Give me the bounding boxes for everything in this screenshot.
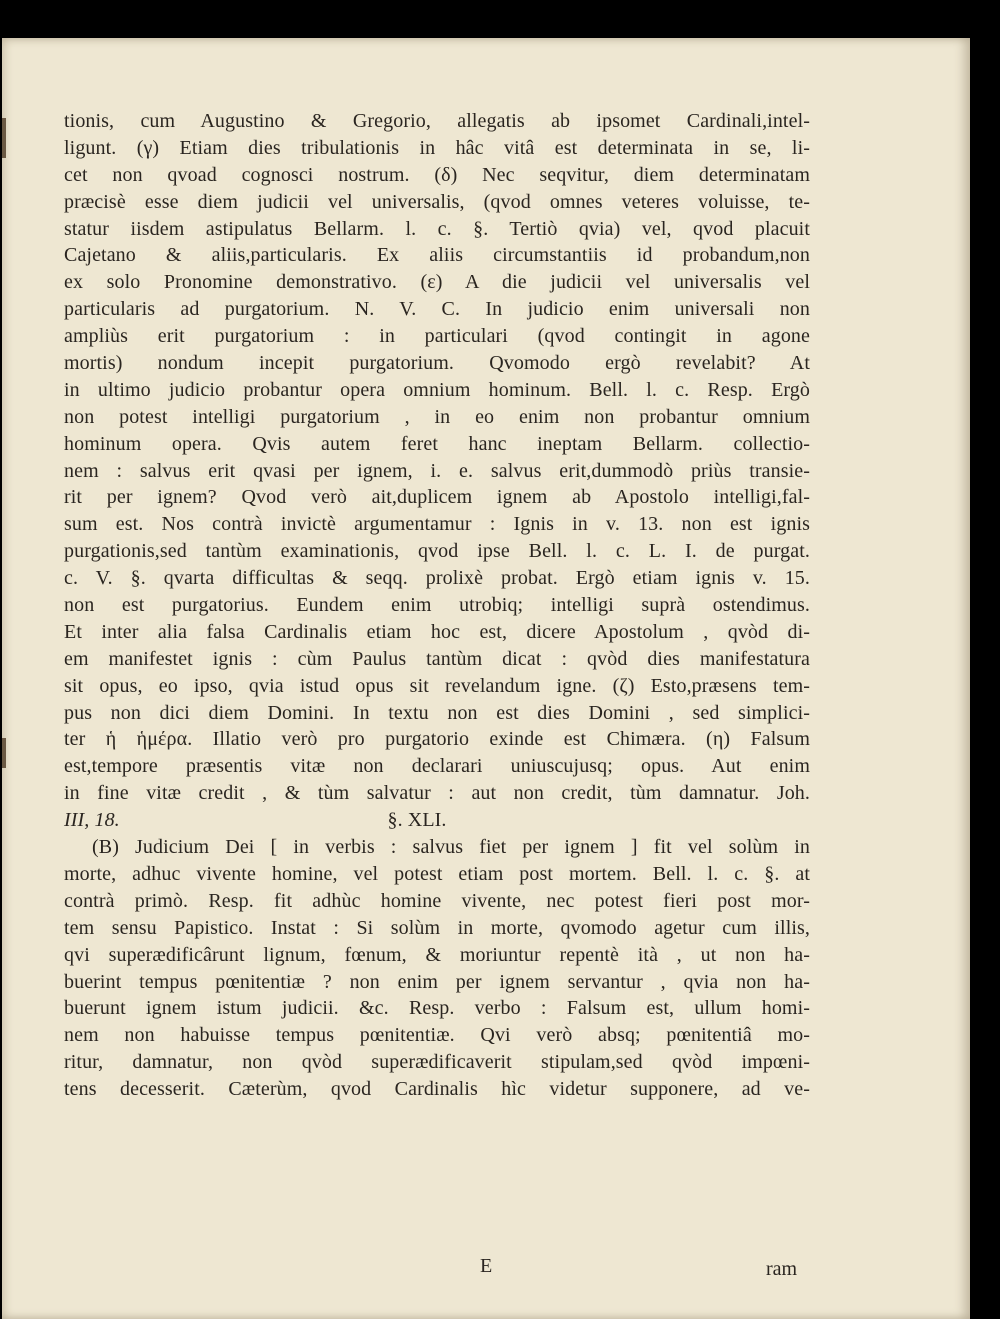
text-line: ligunt. (γ) Etiam dies tribulationis in hâc vitâ est determinata in se, li- xyxy=(64,136,810,159)
text-line: Et inter alia falsa Cardinalis etiam hoc est, dicere Apostolum , qvòd di- xyxy=(64,620,810,643)
text-line: ter ἡ ἡμέρα. Illatio verò pro purgatorio exinde est Chimæra. (η) Falsum xyxy=(64,728,810,751)
text-line: cet non qvoad cognosci nostrum. (δ) Nec seqvitur, diem determinatam xyxy=(64,163,810,186)
text-line: non est purgatorius. Eundem enim utrobiq; intelligi suprà ostendimus. xyxy=(64,594,810,617)
text-line: buerunt ignem istum judicii. &c. Resp. verbo : Falsum est, ullum homi- xyxy=(64,997,810,1020)
text-line: tens decesserit. Cæterùm, qvod Cardinalis hìc videtur supponere, ad ve- xyxy=(64,1078,810,1101)
text-line: ex solo Pronomine demonstrativo. (ε) A die judicii vel universalis vel xyxy=(64,271,810,294)
text-line: præcisè esse diem judicii vel universalis, (qvod omnes veteres voluisse, te- xyxy=(64,190,810,213)
spine-shadow xyxy=(2,118,6,158)
text-line: sit opus, eo ipso, qvia istud opus sit revelandum igne. (ζ) Esto,præsens tem- xyxy=(64,674,810,697)
catchword: ram xyxy=(766,1258,798,1280)
text-line: (B) Judicium Dei [ in verbis : salvus fiet per ignem ] fit vel solùm in xyxy=(92,836,810,859)
text-line: rit per ignem? Qvod verò ait,duplicem ignem ab Apostolo intelligi,fal- xyxy=(64,486,810,509)
text-line: morte, adhuc vivente homine, vel potest etiam post mortem. Bell. l. c. §. at xyxy=(64,862,810,885)
text-line: sum est. Nos contrà invictè argumentamur : Ignis in v. 13. non est ignis xyxy=(64,513,810,536)
text-line: purgationis,sed tantùm examinationis, qvod ipse Bell. l. c. L. I. de purgat. xyxy=(64,540,810,563)
text-line: qvi superædificârunt lignum, fœnum, & moriuntur repentè ità , ut non ha- xyxy=(64,943,810,966)
section-heading-line xyxy=(64,807,810,834)
text-line: in ultimo judicio probantur opera omnium hominum. Bell. l. c. Resp. Ergò xyxy=(64,378,810,401)
text-line: pus non dici diem Domini. In textu non est dies Domini , sed simplici- xyxy=(64,701,810,724)
text-line: nem : salvus erit qvasi per ignem, i. e. salvus erit,dummodò priùs transie- xyxy=(64,459,810,482)
text-line: contrà primò. Resp. fit adhùc homine vivente, nec potest fieri post mor- xyxy=(64,889,810,912)
text-line: non potest intelligi purgatorium , in eo enim non probantur omnium xyxy=(64,405,810,428)
text-line: Cajetano & aliis,particularis. Ex aliis circumstantiis id probandum,non xyxy=(64,244,810,267)
text-line: particularis ad purgatorium. N. V. C. In judicio enim universali non xyxy=(64,298,810,321)
signature-mark: E xyxy=(480,1255,493,1277)
text-line: est,tempore præsentis vitæ non declarari uniuscujusq; opus. Aut enim xyxy=(64,755,810,778)
book-page xyxy=(2,38,970,1319)
text-line: buerint tempus pœnitentiæ ? non enim per ignem servantur , qvia non ha- xyxy=(64,970,810,993)
text-line: in fine vitæ credit , & tùm salvatur : aut non credit, tùm damnatur. Joh. xyxy=(64,782,810,805)
spine-shadow xyxy=(2,738,6,768)
text-line: nem non habuisse tempus pœnitentiæ. Qvi verò absq; pœnitentiâ mo- xyxy=(64,1024,810,1047)
text-line: statur iisdem astipulatus Bellarm. l. c. §. Tertiò qvia) vel, qvod placuit xyxy=(64,217,810,240)
text-line: ritur, damnatur, non qvòd superædificaverit stipulam,sed qvòd impœni- xyxy=(64,1051,810,1074)
text-line: ampliùs erit purgatorium : in particulari (qvod contingit in agone xyxy=(64,325,810,348)
body-text xyxy=(64,108,810,1103)
text-line: hominum opera. Qvis autem feret hanc ineptam Bellarm. collectio- xyxy=(64,432,810,455)
scripture-reference: III, 18. xyxy=(64,809,120,832)
section-heading: §. XLI. xyxy=(387,809,447,832)
text-line: c. V. §. qvarta difficultas & seqq. prolixè probat. Ergò etiam ignis v. 15. xyxy=(64,567,810,590)
text-line: tionis, cum Augustino & Gregorio, allegatis ab ipsomet Cardinali,intel- xyxy=(64,110,810,132)
text-line: em manifestet ignis : cùm Paulus tantùm dicat : qvòd dies manifestatura xyxy=(64,647,810,670)
text-line: tem sensu Papistico. Instat : Si solùm in morte, qvomodo agetur cum illis, xyxy=(64,916,810,939)
text-line: mortis) nondum incepit purgatorium. Qvomodo ergò revelabit? At xyxy=(64,352,810,375)
